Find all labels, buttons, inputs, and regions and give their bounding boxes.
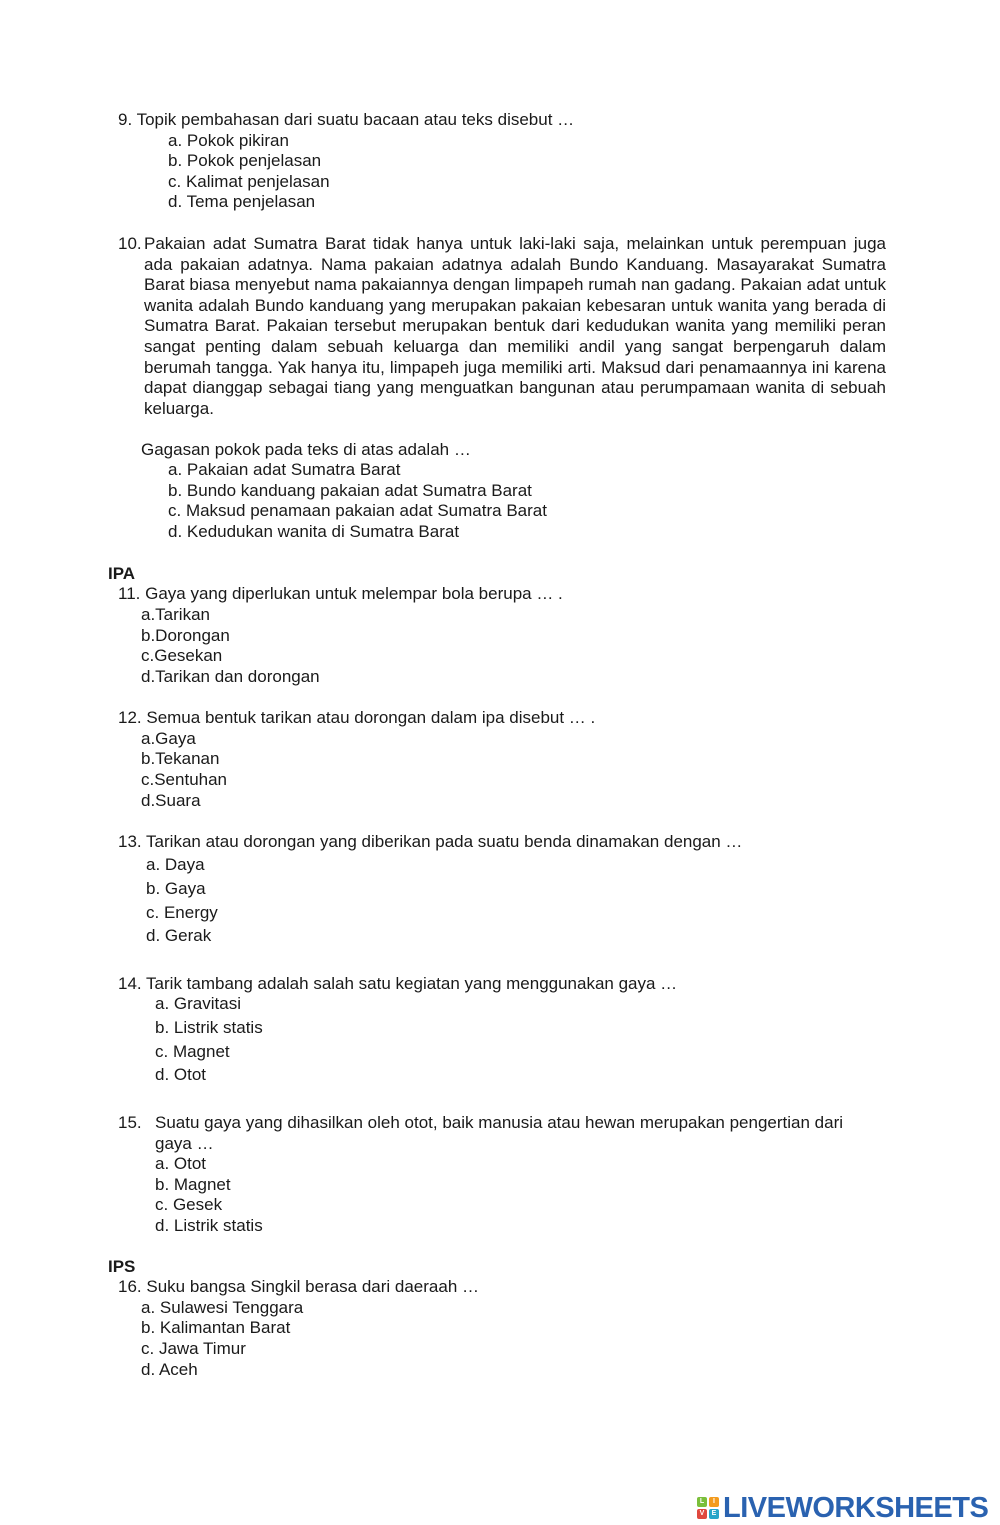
logo-mark-e: E [709, 1509, 719, 1519]
q9-option-b[interactable]: b. Pokok penjelasan [168, 151, 322, 170]
q9-option-a[interactable]: a. Pokok pikiran [168, 131, 289, 150]
q16-option-c[interactable]: c. Jawa Timur [141, 1339, 246, 1358]
q14-question: 14. Tarik tambang adalah salah satu kegiatan yang menggunakan gaya … [118, 974, 678, 993]
q15-option-b[interactable]: b. Magnet [155, 1175, 231, 1194]
q13-option-b[interactable]: b. Gaya [146, 879, 206, 898]
q14-option-a[interactable]: a. Gravitasi [155, 994, 241, 1013]
q12-option-d[interactable]: d.Suara [141, 791, 201, 810]
q15-question-line1: Suatu gaya yang dihasilkan oleh otot, baik manusia atau hewan merupakan pengertian dari [155, 1113, 844, 1132]
liveworksheets-logo-text: LIVEWORKSHEETS [723, 1491, 989, 1524]
q9-option-c[interactable]: c. Kalimat penjelasan [168, 172, 330, 191]
q10-option-d[interactable]: d. Kedudukan wanita di Sumatra Barat [168, 522, 460, 541]
q15-question-line2: gaya … [155, 1134, 214, 1153]
liveworksheets-logo-icon [697, 1497, 719, 1519]
q9-question: 9. Topik pembahasan dari suatu bacaan atau teks disebut … [118, 110, 575, 129]
q15-option-d[interactable]: d. Listrik statis [155, 1216, 263, 1235]
q14-option-b[interactable]: b. Listrik statis [155, 1018, 263, 1037]
q14-option-d[interactable]: d. Otot [155, 1065, 207, 1084]
section-heading-ipa: IPA [108, 564, 136, 583]
q15-option-a[interactable]: a. Otot [155, 1154, 207, 1173]
q13-question: 13. Tarikan atau dorongan yang diberikan pada suatu benda dinamakan dengan … [118, 832, 743, 851]
q12-option-c[interactable]: c.Sentuhan [141, 770, 228, 789]
q11-option-a[interactable]: a.Tarikan [141, 605, 210, 624]
q13-option-d[interactable]: d. Gerak [146, 926, 212, 945]
q15-option-c[interactable]: c. Gesek [155, 1195, 223, 1214]
q10-passage: Pakaian adat Sumatra Barat tidak hanya untuk laki-laki saja, melainkan untuk perempuan juga ada pakaian adatnya. Nama pakaian adatnya adalah Bundo Kanduang. Masayarakat Sumatra Barat biasa menyebut nama pakaiannya dengan limpapeh rumah nan gadang. Pakaian adat untuk wanita adalah Bundo kanduang yang merupakan pakaian kebesaran untuk wanita yang berada di Sumatra Barat. Pakaian tersebut merupakan bentuk dari kedudukan wanita yang memiliki peran sangat penting dalam sebuah keluarga dan memiliki andil yang sangat berpengaruh dalam berumah tangga. Yak hanya itu, limpapeh juga memiliki arti. Maksud dari penamaannya ini karena dapat dianggap sebagai tiang yang menguatkan bangunan atau perumpamaan wanita di sebuah keluarga. [144, 234, 886, 418]
logo-mark-v: V [697, 1509, 707, 1519]
logo-mark-i: I [709, 1497, 719, 1507]
q11-option-b[interactable]: b.Dorongan [141, 626, 230, 645]
q12-option-b[interactable]: b.Tekanan [141, 749, 220, 768]
q12-option-a[interactable]: a.Gaya [141, 729, 196, 748]
q15-number: 15. [118, 1113, 142, 1132]
q14-option-c[interactable]: c. Magnet [155, 1042, 230, 1061]
q10-option-b[interactable]: b. Bundo kanduang pakaian adat Sumatra Barat [168, 481, 532, 500]
q11-option-d[interactable]: d.Tarikan dan dorongan [141, 667, 320, 686]
section-heading-ips: IPS [108, 1257, 136, 1276]
q13-option-a[interactable]: a. Daya [146, 855, 205, 874]
liveworksheets-logo[interactable] [697, 1491, 988, 1525]
q10-number: 10. [118, 234, 142, 253]
q9-option-d[interactable]: d. Tema penjelasan [168, 192, 316, 211]
q16-question: 16. Suku bangsa Singkil berasa dari daeraah … [118, 1277, 480, 1296]
q16-option-a[interactable]: a. Sulawesi Tenggara [141, 1298, 304, 1317]
q13-option-c[interactable]: c. Energy [146, 903, 218, 922]
q10-question: Gagasan pokok pada teks di atas adalah … [141, 440, 471, 459]
q10-option-c[interactable]: c. Maksud penamaan pakaian adat Sumatra Barat [168, 501, 547, 520]
q12-question: 12. Semua bentuk tarikan atau dorongan dalam ipa disebut … . [118, 708, 596, 727]
q11-question: 11. Gaya yang diperlukan untuk melempar bola berupa … . [118, 584, 563, 603]
logo-mark-l: L [697, 1497, 707, 1507]
q16-option-d[interactable]: d. Aceh [141, 1360, 198, 1379]
q11-option-c[interactable]: c.Gesekan [141, 646, 223, 665]
q10-option-a[interactable]: a. Pakaian adat Sumatra Barat [168, 460, 401, 479]
q16-option-b[interactable]: b. Kalimantan Barat [141, 1318, 291, 1337]
